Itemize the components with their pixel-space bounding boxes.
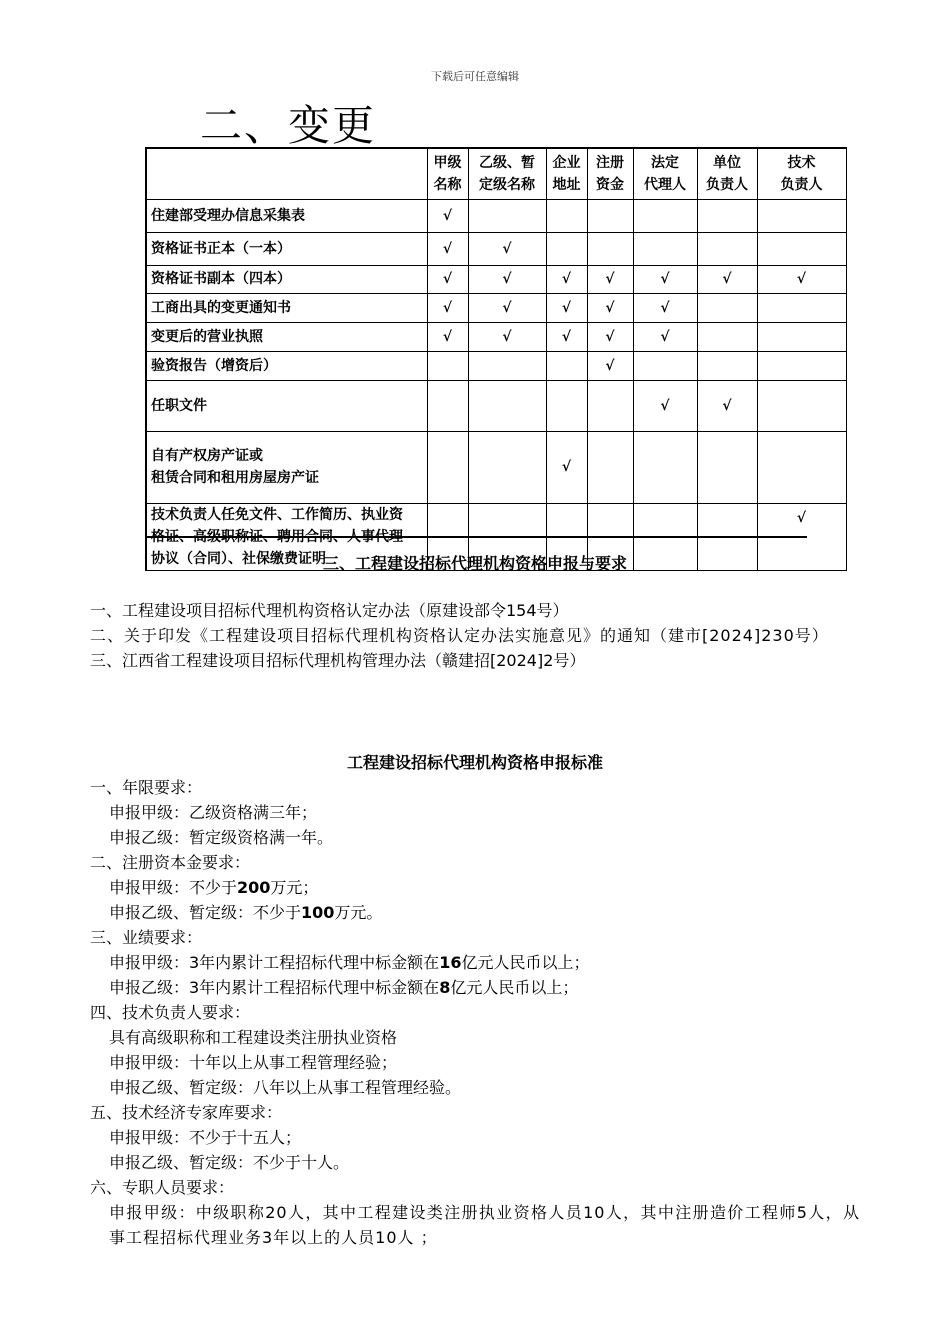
heading-tech-lead: 四、技术负责人要求： (90, 1003, 251, 1022)
section-title-change: 二、变更 (200, 101, 377, 150)
empty-cell (697, 431, 757, 503)
list-item (90, 950, 860, 975)
column-header-line: 代理人 (644, 176, 686, 193)
check-mark-cell (587, 322, 633, 351)
row-label-line: 格证、高级职称证、聘用合同、人事代理 (151, 528, 403, 545)
empty-cell (587, 232, 633, 265)
check-icon: √ (502, 271, 512, 287)
column-header (468, 148, 546, 199)
amount: 8 (439, 978, 451, 997)
reference-item: 三、江西省工程建设项目招标代理机构管理办法（赣建招[2024]2号） (90, 651, 586, 670)
check-icon: √ (502, 240, 512, 257)
check-mark-cell (546, 322, 587, 351)
empty-cell (757, 380, 846, 431)
change-requirements-table (145, 147, 847, 571)
row-label (146, 232, 427, 265)
check-icon: √ (796, 509, 807, 526)
empty-cell (757, 199, 846, 232)
column-header-line: 技术 (787, 154, 816, 171)
empty-cell (587, 431, 633, 503)
column-header-line: 地址 (552, 176, 581, 193)
row-label-line: 住建部受理办信息采集表 (151, 207, 305, 224)
table-row (146, 265, 846, 293)
check-icon: √ (722, 397, 732, 414)
row-label (146, 199, 427, 232)
empty-cell (633, 431, 697, 503)
check-mark-cell (427, 293, 468, 322)
check-icon: √ (502, 328, 512, 345)
table-row (146, 431, 846, 503)
amount: 100 (301, 903, 335, 922)
check-icon: √ (561, 328, 572, 345)
row-label-line: 自有产权房产证或 (151, 448, 263, 464)
empty-cell (633, 232, 697, 265)
column-header-line: 名称 (433, 176, 462, 193)
check-mark-cell (427, 199, 468, 232)
check-icon: √ (605, 271, 615, 287)
empty-cell (427, 380, 468, 431)
column-header-line: 乙级、暂 (479, 154, 535, 171)
list-item: 申报乙级：暂定级资格满一年。 (109, 828, 334, 847)
empty-cell (587, 380, 633, 431)
standards-list (90, 775, 860, 1250)
row-label (146, 380, 427, 431)
row-label-line: 资格证书副本（四本） (151, 271, 291, 287)
empty-cell (697, 232, 757, 265)
list-item: 申报甲级：中级职称20人，其中工程建设类注册执业资格人员10人，其中注册造价工程师5人，从事工程招标代理业务3年以上的人员10人 ； (109, 1203, 860, 1247)
table-row (146, 232, 846, 265)
check-mark-cell (546, 265, 587, 293)
row-label (146, 322, 427, 351)
list-item: 申报甲级：乙级资格满三年； (109, 803, 318, 822)
check-icon: √ (660, 397, 670, 414)
list-item: 申报甲级：不少于十五人； (109, 1128, 302, 1147)
check-icon: √ (796, 271, 807, 287)
empty-cell (587, 199, 633, 232)
list-item: 申报乙级、暂定级：八年以上从事工程管理经验。 (109, 1078, 462, 1097)
empty-cell (757, 351, 846, 380)
heading-years: 一、年限要求： (90, 778, 203, 797)
check-icon: √ (561, 271, 572, 287)
check-icon: √ (605, 357, 615, 374)
row-label (146, 293, 427, 322)
check-mark-cell (587, 265, 633, 293)
column-header-line: 企业 (552, 154, 581, 171)
header-corner-cell (146, 148, 427, 199)
check-icon: √ (561, 299, 572, 316)
row-label-line: 协议（合同）、社保缴费证明 (151, 550, 326, 567)
list-item (90, 975, 860, 1000)
list-item: 具有高级职称和工程建设类注册执业资格 (109, 1028, 398, 1047)
check-icon: √ (442, 207, 453, 224)
row-label-line: 租赁合同和租用房屋房产证 (151, 470, 319, 486)
row-label (146, 431, 427, 503)
check-icon: √ (660, 299, 670, 316)
check-icon: √ (660, 271, 670, 287)
table-row (146, 322, 846, 351)
check-mark-cell (633, 322, 697, 351)
column-header-line: 资金 (596, 176, 624, 193)
column-header-line: 负责人 (780, 176, 823, 193)
empty-cell (468, 199, 546, 232)
amount: 16 (439, 953, 462, 972)
text: 申报乙级：3年内累计工程招标代理中标金额在 (109, 978, 440, 997)
check-mark-cell (587, 293, 633, 322)
table-row (146, 351, 846, 380)
check-icon: √ (660, 328, 670, 345)
check-icon: √ (502, 299, 512, 316)
empty-cell (697, 293, 757, 322)
check-mark-cell (546, 293, 587, 322)
empty-cell (697, 351, 757, 380)
empty-cell (757, 322, 846, 351)
row-label-line: 工商出具的变更通知书 (151, 299, 291, 316)
list-item (90, 900, 860, 925)
text: 万元； (270, 878, 319, 897)
check-icon: √ (442, 299, 453, 316)
check-mark-cell (427, 322, 468, 351)
reference-list (90, 598, 860, 673)
column-header (697, 148, 757, 199)
text: 亿元人民币以上； (450, 978, 579, 997)
empty-cell (546, 380, 587, 431)
empty-cell (633, 199, 697, 232)
check-mark-cell (427, 232, 468, 265)
empty-cell (468, 431, 546, 503)
section3-title: 三、工程建设招标代理机构资格申报与要求 (322, 554, 627, 573)
column-header-line: 注册 (596, 154, 624, 171)
check-mark-cell (427, 265, 468, 293)
check-mark-cell (468, 265, 546, 293)
column-header-line: 法定 (651, 154, 679, 171)
column-header (546, 148, 587, 199)
check-icon: √ (722, 271, 732, 287)
check-icon: √ (442, 328, 453, 345)
page-header-watermark: 下载后可任意编辑 (431, 70, 519, 83)
column-header (427, 148, 468, 199)
check-mark-cell (587, 351, 633, 380)
reference-item: 二、关于印发《工程建设项目招标代理机构资格认定办法实施意见》的通知（建市[2024]230号） (90, 626, 829, 645)
table-bottom-rule (145, 536, 807, 538)
list-item: 申报甲级：十年以上从事工程管理经验； (109, 1053, 398, 1072)
text: 申报乙级、暂定级：不少于 (109, 903, 302, 922)
empty-cell (427, 431, 468, 503)
check-mark-cell (697, 380, 757, 431)
empty-cell (546, 199, 587, 232)
empty-cell (546, 351, 587, 380)
row-label-line: 验资报告（增资后） (151, 357, 277, 374)
table-row (146, 293, 846, 322)
empty-cell (757, 293, 846, 322)
table-row (146, 199, 846, 232)
text: 亿元人民币以上； (461, 953, 590, 972)
standards-title: 工程建设招标代理机构资格申报标准 (346, 753, 603, 772)
check-icon: √ (605, 299, 615, 316)
empty-cell (697, 199, 757, 232)
empty-cell (427, 351, 468, 380)
row-label-line: 技术负责人任免文件、工作简历、执业资 (151, 506, 403, 523)
empty-cell (546, 232, 587, 265)
check-icon: √ (442, 240, 453, 257)
amount: 200 (237, 878, 271, 897)
empty-cell (757, 431, 846, 503)
empty-cell (757, 232, 846, 265)
column-header (633, 148, 697, 199)
check-icon: √ (605, 328, 615, 345)
empty-cell (468, 380, 546, 431)
reference-item: 一、工程建设项目招标代理机构资格认定办法（原建设部令154号） (90, 601, 569, 620)
check-mark-cell (468, 322, 546, 351)
column-header-line: 负责人 (706, 176, 748, 193)
check-mark-cell (697, 265, 757, 293)
row-label-line: 资格证书正本（一本） (151, 240, 291, 257)
column-header (757, 148, 846, 199)
row-label (146, 265, 427, 293)
empty-cell (633, 351, 697, 380)
heading-expert-pool: 五、技术经济专家库要求： (90, 1103, 283, 1122)
column-header (587, 148, 633, 199)
heading-capital: 二、注册资本金要求： (90, 853, 251, 872)
column-header-line: 甲级 (433, 154, 462, 171)
check-icon: √ (442, 271, 453, 287)
check-mark-cell (633, 380, 697, 431)
check-mark-cell (757, 265, 846, 293)
text: 申报甲级：3年内累计工程招标代理中标金额在 (109, 953, 440, 972)
list-item: 申报乙级、暂定级：不少于十人。 (109, 1153, 350, 1172)
table-row (146, 380, 846, 431)
check-mark-cell (468, 293, 546, 322)
check-mark-cell (468, 232, 546, 265)
check-mark-cell (546, 431, 587, 503)
text: 万元。 (334, 903, 383, 922)
column-header-line: 定级名称 (479, 176, 535, 193)
check-icon: √ (561, 459, 572, 475)
table-body (146, 148, 846, 570)
column-header-line: 单位 (713, 154, 741, 171)
heading-staff: 六、专职人员要求： (90, 1178, 235, 1197)
row-label-line: 变更后的营业执照 (151, 328, 263, 345)
heading-performance: 三、业绩要求： (90, 928, 203, 947)
list-item (90, 875, 860, 900)
row-label-line: 任职文件 (151, 397, 207, 414)
empty-cell (468, 351, 546, 380)
text: 申报甲级：不少于 (109, 878, 238, 897)
empty-cell (697, 322, 757, 351)
check-mark-cell (633, 293, 697, 322)
check-mark-cell (633, 265, 697, 293)
row-label (146, 351, 427, 380)
